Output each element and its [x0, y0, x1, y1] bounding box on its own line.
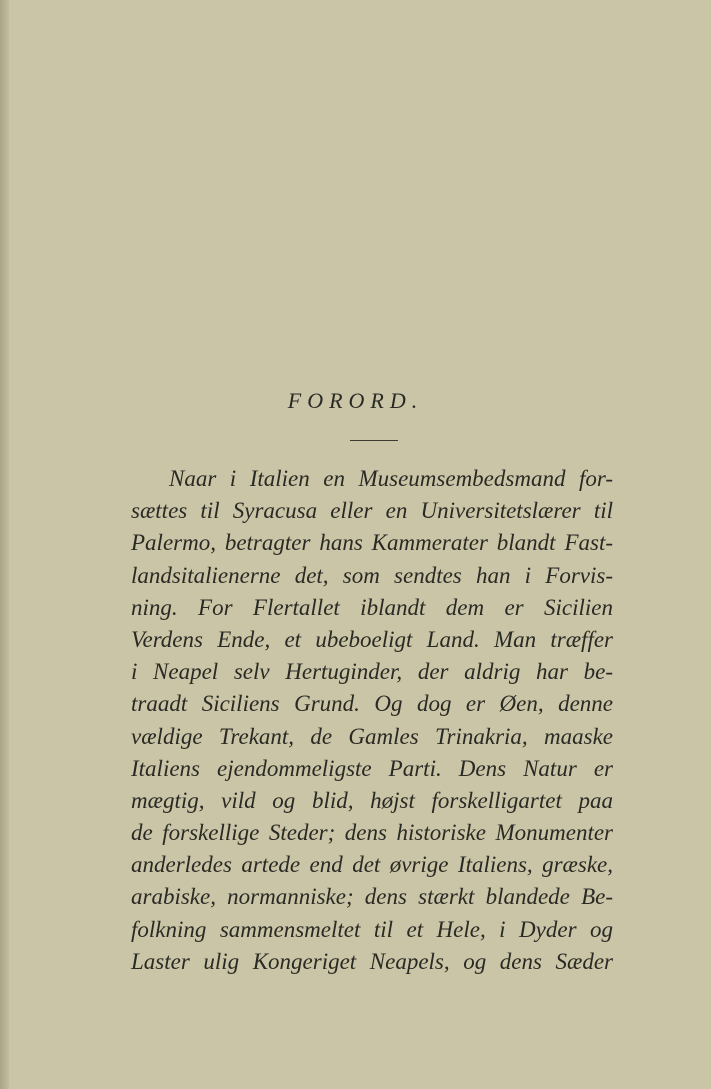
text-line: mægtig, vild og blid, højst forskelligartet paa	[131, 787, 613, 813]
text-line: ning. For Flertallet iblandt dem er Sicilien	[131, 594, 613, 620]
text-line: traadt Siciliens Grund. Og dog er Øen, denne	[131, 691, 613, 717]
text-line: Palermo, betragter hans Kammerater blandt Fast-	[131, 530, 613, 556]
text-line: Naar i Italien en Museumsembedsmand for-	[169, 466, 613, 491]
page-binding-edge	[0, 0, 9, 1089]
text-line: anderledes artede end det øvrige Italiens, græske,	[131, 852, 613, 878]
text-line: de forskellige Steder; dens historiske Monumenter	[131, 820, 613, 846]
page-heading: FORORD.	[287, 388, 424, 413]
text-line: sættes til Syracusa eller en Universitetslærer til	[131, 498, 613, 524]
text-line: Italiens ejendommeligste Parti. Dens Natur er	[131, 755, 613, 781]
body-text	[131, 463, 613, 978]
heading-divider	[350, 440, 398, 441]
text-line: arabiske, normanniske; dens stærkt blandede Be-	[131, 884, 613, 910]
text-line: i Neapel selv Hertuginder, der aldrig har be-	[131, 659, 613, 685]
text-line: vældige Trekant, de Gamles Trinakria, maaske	[131, 723, 613, 749]
text-line: folkning sammensmeltet til et Hele, i Dyder og	[131, 916, 613, 942]
text-line: Laster ulig Kongeriget Neapels, og dens Sæder	[131, 948, 613, 974]
text-line: landsitalienerne det, som sendtes han i Forvis-	[131, 562, 613, 588]
text-line: Verdens Ende, et ubeboeligt Land. Man træffer	[131, 626, 613, 652]
